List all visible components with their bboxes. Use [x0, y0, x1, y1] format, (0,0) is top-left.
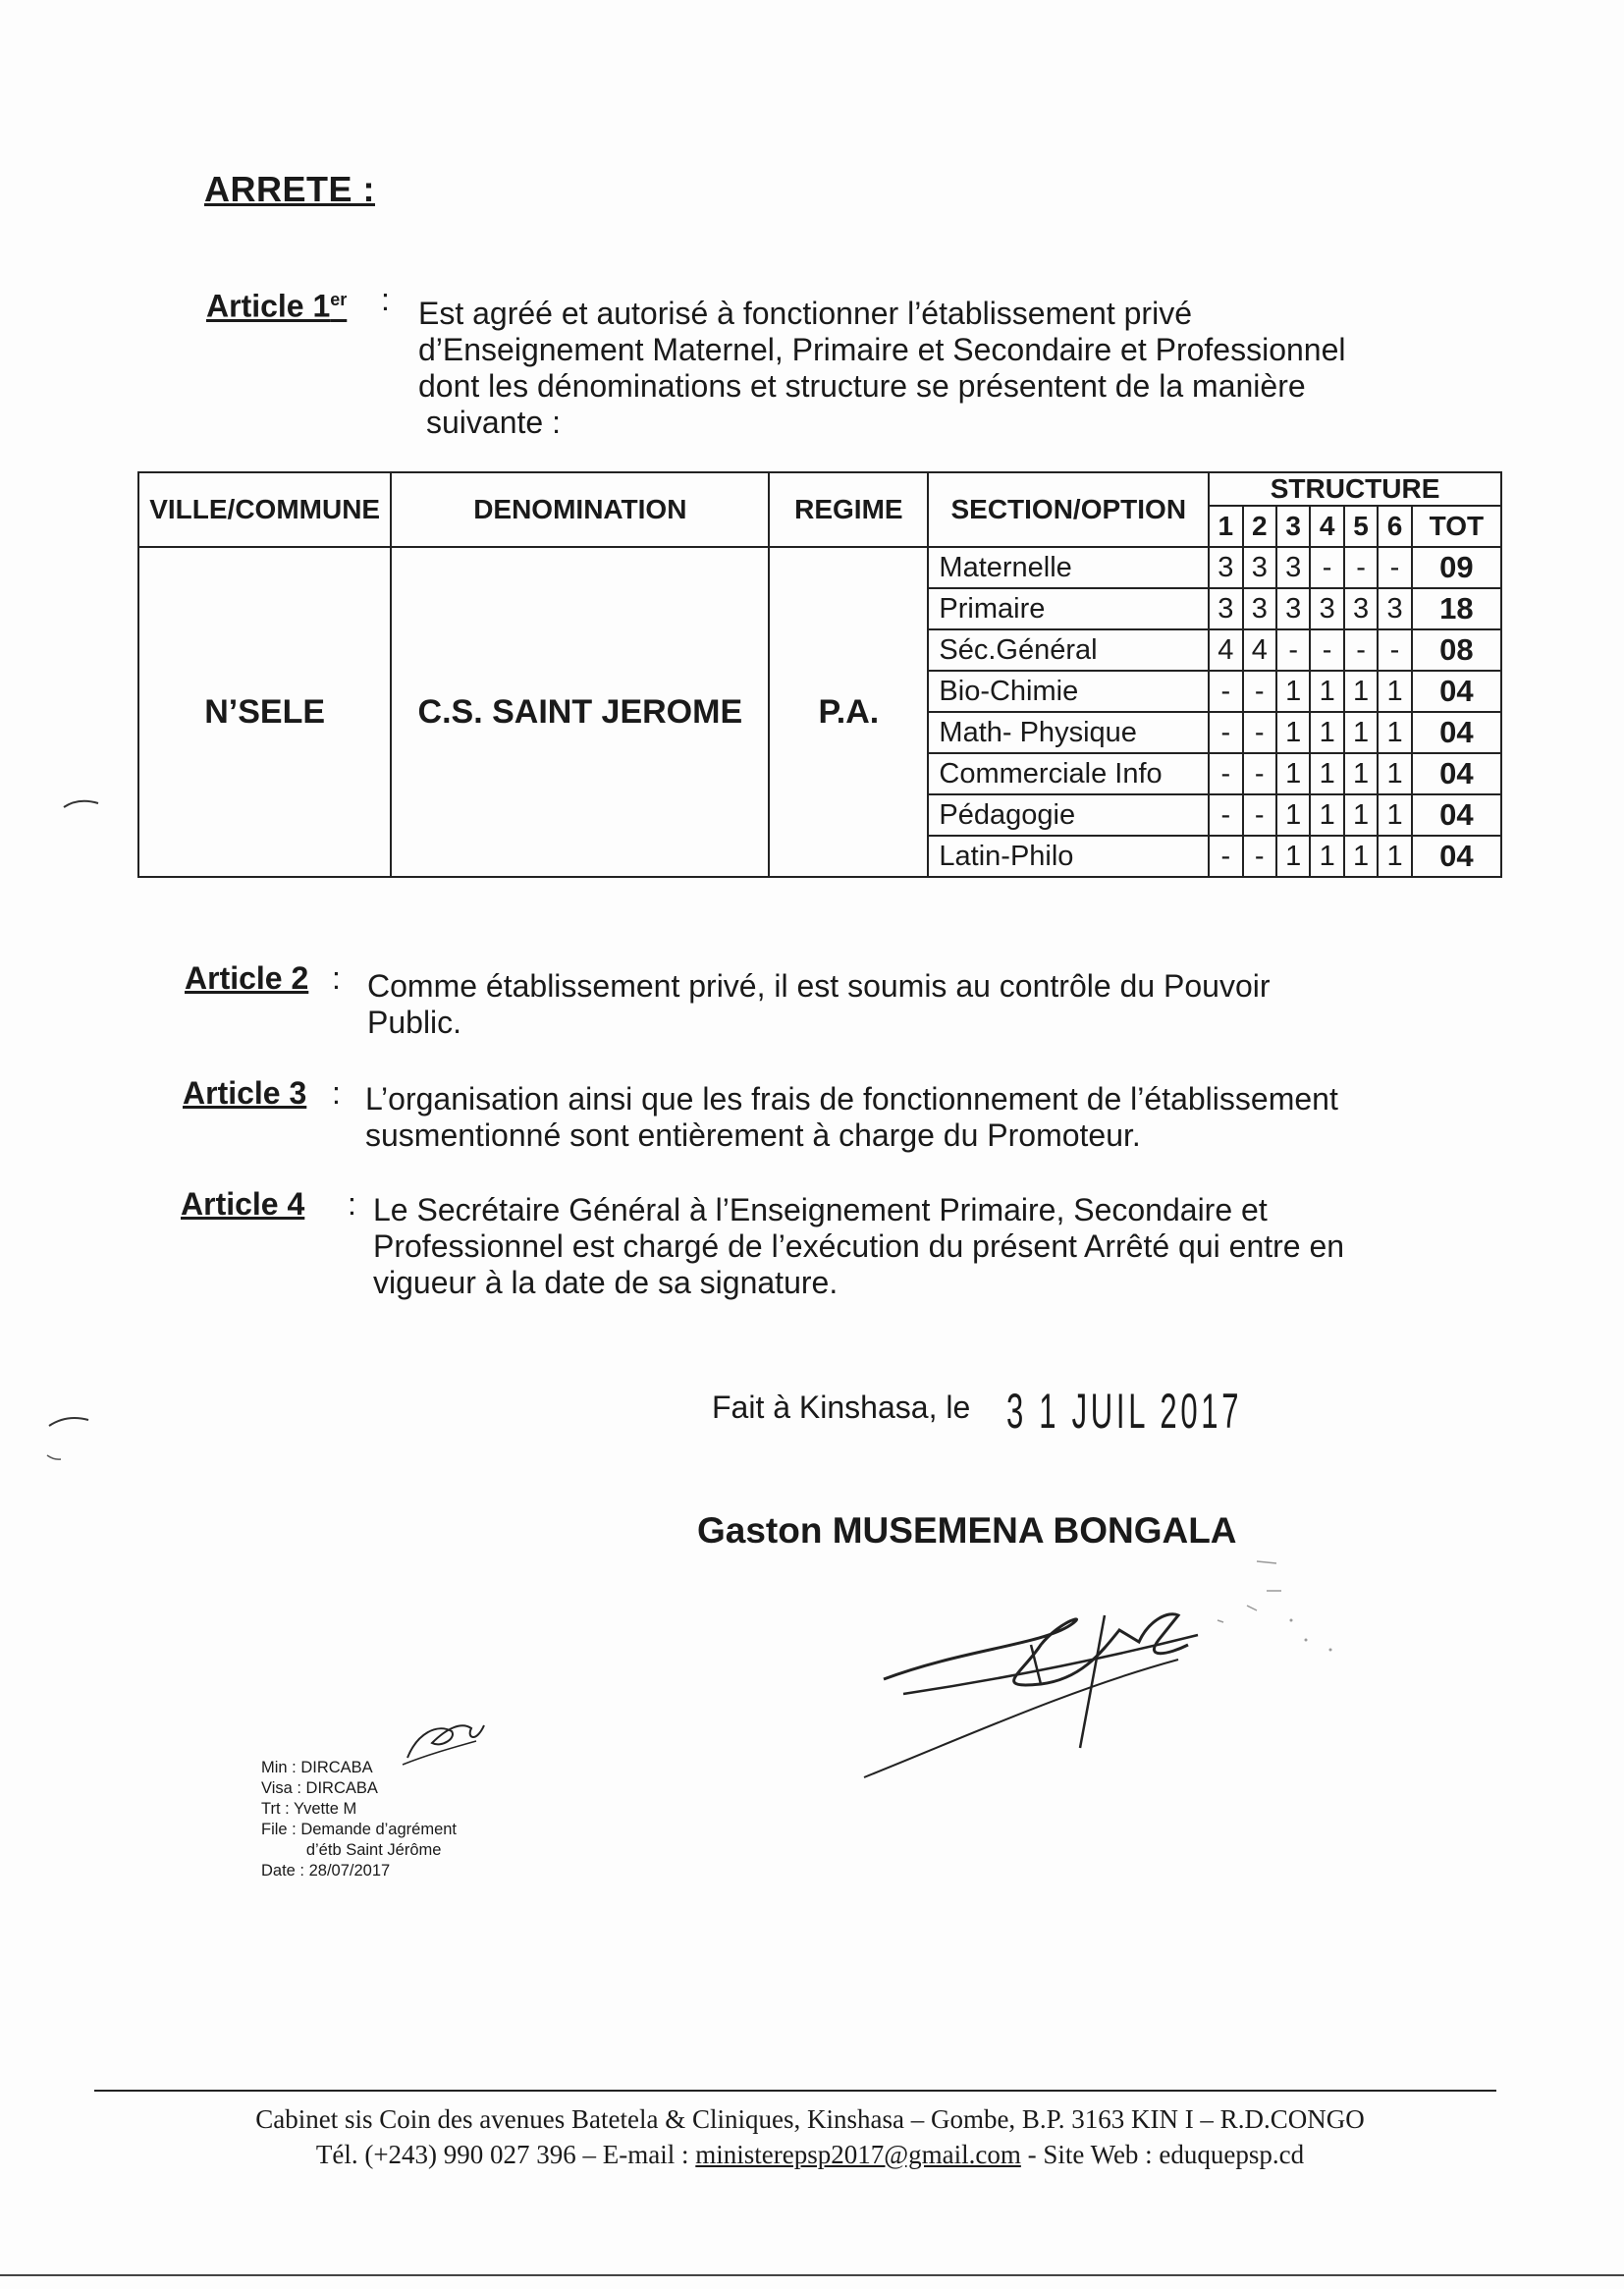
cell-value: -	[1209, 836, 1242, 877]
cell-value: 1	[1276, 712, 1310, 753]
article-2-text: Comme établissement privé, il est soumis au contrôle du Pouvoir Public.	[367, 968, 1271, 1040]
cell-value: -	[1209, 712, 1242, 753]
cell-value: -	[1243, 753, 1276, 794]
ref-file-cont: d’étb Saint Jérôme	[261, 1841, 442, 1859]
cell-section: Primaire	[928, 588, 1209, 629]
cell-total: 04	[1412, 794, 1501, 836]
cell-value: -	[1344, 547, 1378, 588]
header-regime: REGIME	[769, 472, 928, 547]
header-structure: STRUCTURE	[1209, 472, 1501, 506]
cell-value: 3	[1243, 588, 1276, 629]
cell-value: 3	[1378, 588, 1411, 629]
header-col-1: 1	[1209, 506, 1242, 547]
article-3-colon: :	[332, 1075, 341, 1111]
cell-value: 3	[1276, 547, 1310, 588]
footer-address: Cabinet sis Coin des avenues Batetela & Cliniques, Kinshasa – Gombe, B.P. 3163 KIN I – R.D.CONGO	[255, 2104, 1365, 2134]
cell-value: 3	[1344, 588, 1378, 629]
header-col-4: 4	[1310, 506, 1343, 547]
cell-value: 1	[1344, 794, 1378, 836]
article-2-colon: :	[332, 960, 341, 996]
cell-value: 1	[1344, 753, 1378, 794]
ref-trt: Trt : Yvette M	[261, 1800, 357, 1818]
cell-total: 04	[1412, 712, 1501, 753]
article-2-label: Article 2	[185, 960, 309, 996]
cell-value: 3	[1276, 588, 1310, 629]
cell-value: 1	[1378, 753, 1411, 794]
cell-value: -	[1209, 753, 1242, 794]
article-1-text: Est agréé et autorisé à fonctionner l’établissement privé d’Enseignement Maternel, Primaire et Secondaire et Professionnel dont les dénominations et structure se présentent de la manière suivante :	[418, 296, 1346, 440]
structure-table	[137, 471, 1502, 878]
header-col-2: 2	[1243, 506, 1276, 547]
article-4-text: Le Secrétaire Général à l’Enseignement Primaire, Secondaire et Professionnel est chargé de l’exécution du présent Arrêté qui entre en vigueur à la date de sa signature.	[373, 1192, 1345, 1300]
cell-total: 04	[1412, 671, 1501, 712]
cell-section: Commerciale Info	[928, 753, 1209, 794]
article-1-label: Article 1er	[206, 288, 348, 324]
cell-section: Bio-Chimie	[928, 671, 1209, 712]
article-4	[181, 1186, 1437, 1304]
footer-divider	[94, 2090, 1496, 2092]
article-4-label: Article 4	[181, 1186, 305, 1222]
cell-value: -	[1310, 547, 1343, 588]
cell-value: 1	[1276, 671, 1310, 712]
signatory-name: Gaston MUSEMENA BONGALA	[697, 1510, 1237, 1551]
cell-value: 4	[1209, 629, 1242, 671]
cell-value: -	[1243, 794, 1276, 836]
article-1-colon: :	[381, 282, 390, 317]
article-3-label: Article 3	[183, 1075, 307, 1111]
place-date-label: Fait à Kinshasa, le	[712, 1390, 971, 1425]
cell-section: Séc.Général	[928, 629, 1209, 671]
cell-value: 1	[1378, 712, 1411, 753]
cell-section: Latin-Philo	[928, 836, 1209, 877]
cell-value: -	[1276, 629, 1310, 671]
header-denomination: DENOMINATION	[391, 472, 769, 547]
cell-value: 3	[1243, 547, 1276, 588]
cell-value: -	[1378, 629, 1411, 671]
article-3-text: L’organisation ainsi que les frais de fonctionnement de l’établissement susmentionné sont entièrement à charge du Promoteur.	[365, 1081, 1338, 1153]
article-4-colon: :	[348, 1186, 356, 1222]
cell-value: -	[1243, 671, 1276, 712]
cell-denomination: C.S. SAINT JEROME	[391, 547, 769, 877]
cell-total: 04	[1412, 836, 1501, 877]
cell-value: -	[1310, 629, 1343, 671]
footer	[98, 2101, 1522, 2172]
cell-value: -	[1243, 836, 1276, 877]
cell-value: -	[1243, 712, 1276, 753]
header-ville: VILLE/COMMUNE	[138, 472, 391, 547]
ref-file: File : Demande d’agrément	[261, 1821, 458, 1838]
cell-value: 1	[1344, 712, 1378, 753]
cell-value: 1	[1276, 794, 1310, 836]
cell-value: -	[1209, 794, 1242, 836]
cell-total: 18	[1412, 588, 1501, 629]
cell-total: 04	[1412, 753, 1501, 794]
cell-value: 1	[1310, 753, 1343, 794]
cell-total: 09	[1412, 547, 1501, 588]
header-col-5: 5	[1344, 506, 1378, 547]
cell-value: 1	[1378, 836, 1411, 877]
cell-value: 1	[1276, 753, 1310, 794]
ref-date: Date : 28/07/2017	[261, 1862, 391, 1880]
footer-email-link[interactable]: ministerepsp2017@gmail.com	[695, 2140, 1021, 2169]
cell-value: 1	[1378, 794, 1411, 836]
scan-margin-marks	[0, 0, 118, 1571]
cell-regime: P.A.	[769, 547, 928, 877]
header-col-3: 3	[1276, 506, 1310, 547]
cell-value: 1	[1276, 836, 1310, 877]
cell-value: 3	[1310, 588, 1343, 629]
date-stamp: 3 1 JUIL 2017	[1006, 1384, 1243, 1439]
table-header-row	[138, 472, 1501, 506]
cell-value: -	[1344, 629, 1378, 671]
article-2	[185, 960, 1422, 1039]
cell-value: -	[1209, 671, 1242, 712]
ref-min: Min : DIRCABA	[261, 1759, 373, 1776]
article-1	[206, 282, 1404, 449]
cell-value: 1	[1378, 671, 1411, 712]
header-section: SECTION/OPTION	[928, 472, 1209, 547]
cell-section: Pédagogie	[928, 794, 1209, 836]
cell-value: 4	[1243, 629, 1276, 671]
cell-value: 1	[1310, 712, 1343, 753]
signature	[844, 1552, 1394, 1787]
header-tot: TOT	[1412, 506, 1501, 547]
ref-visa: Visa : DIRCABA	[261, 1779, 378, 1797]
header-col-6: 6	[1378, 506, 1411, 547]
cell-ville: N’SELE	[138, 547, 391, 877]
cell-total: 08	[1412, 629, 1501, 671]
cell-value: 3	[1209, 588, 1242, 629]
article-3	[183, 1075, 1420, 1154]
cell-section: Math- Physique	[928, 712, 1209, 753]
footer-contact: Tél. (+243) 990 027 396 – E-mail : ministerepsp2017@gmail.com - Site Web : eduquepsp.cd	[315, 2140, 1305, 2169]
cell-value: 1	[1310, 836, 1343, 877]
cell-value: 1	[1344, 671, 1378, 712]
cell-value: 3	[1209, 547, 1242, 588]
cell-value: 1	[1344, 836, 1378, 877]
cell-value: 1	[1310, 671, 1343, 712]
table-row	[138, 547, 1501, 588]
bottom-edge-line	[0, 2274, 1624, 2276]
reference-block	[261, 1758, 457, 1881]
cell-value: 1	[1310, 794, 1343, 836]
page-heading: ARRETE :	[204, 169, 375, 209]
cell-section: Maternelle	[928, 547, 1209, 588]
cell-value: -	[1378, 547, 1411, 588]
